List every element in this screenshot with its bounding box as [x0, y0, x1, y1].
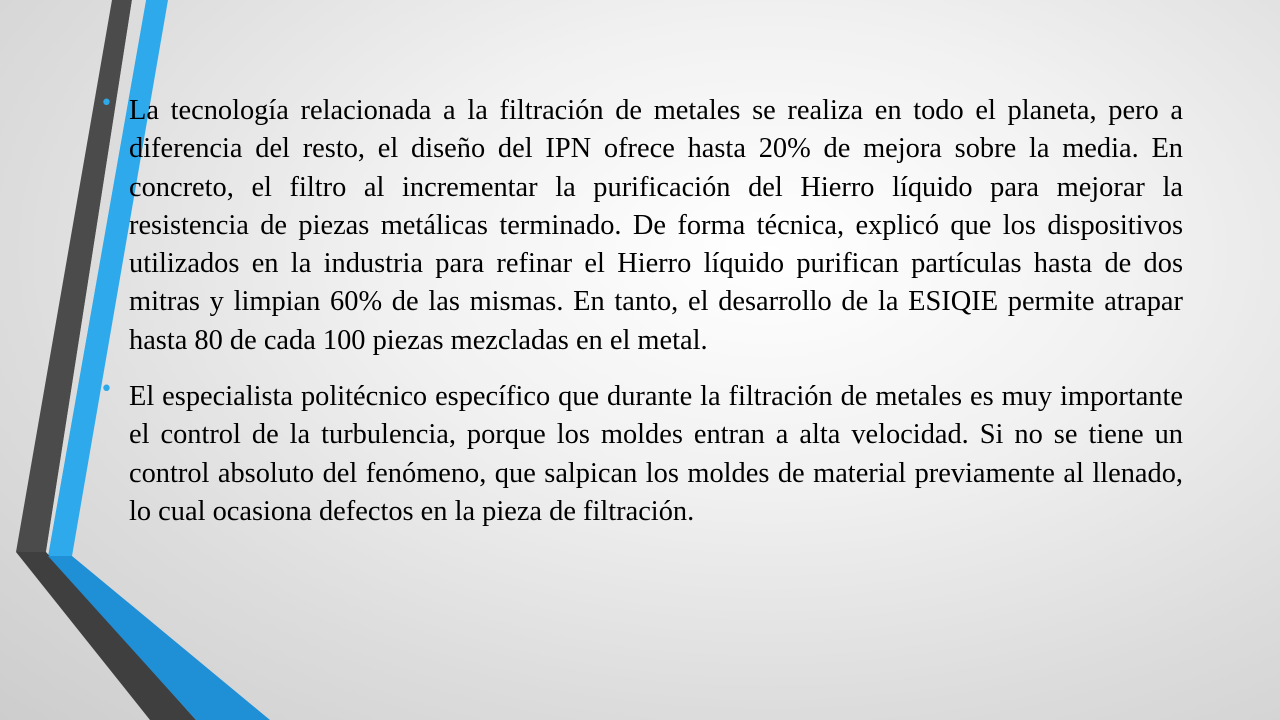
slide-content [100, 92, 1183, 549]
gray-diagonal-shape [16, 552, 196, 720]
bullet-dot-icon: • [100, 91, 113, 116]
bullet-item [100, 378, 1183, 531]
bullet-dot-icon: • [100, 377, 113, 403]
bullet-text: La tecnología relacionada a la filtración de metales se realiza en todo el planeta, pero a diferencia del resto, el diseño del IPN ofrece hasta 20% de mejora sobre la media. En concreto, el filtro al incrementar la purificación del Hierro líquido para mejorar la resistencia de piezas metálicas terminado. De forma técnica, explicó que los dispositivos utilizados en la industria para refinar el Hierro líquido purifican partículas hasta de dos mitras y limpian 60% de las mismas. En tanto, el desarrollo de la ESIQIE permite atrapar hasta 80 de cada 100 piezas mezcladas en el metal. [129, 95, 1183, 356]
bullet-text: El especialista politécnico específico que durante la filtración de metales es muy importante el control de la turbulencia, porque los moldes entran a alta velocidad. Si no se tiene un control absoluto del fenómeno, que salpican los moldes de material previamente al llenado, lo cual ocasiona defectos en la pieza de filtración. [129, 381, 1183, 527]
bullet-item [100, 92, 1183, 360]
